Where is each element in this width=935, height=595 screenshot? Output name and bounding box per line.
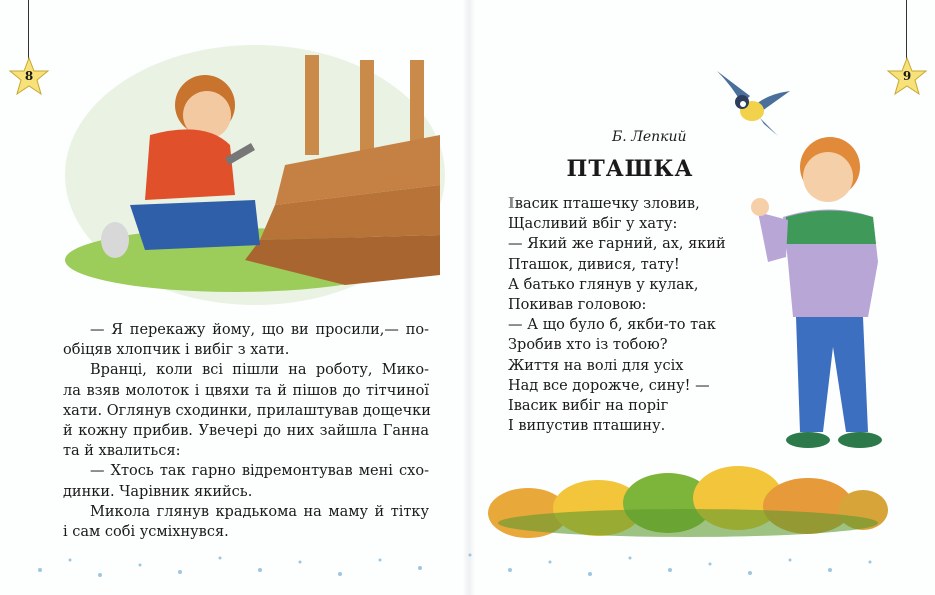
- text-line: динки. Чарівник якийсь.: [63, 483, 253, 500]
- poem-title: ПТАШКА: [566, 156, 694, 182]
- poem-line: — А що було б, якби-то так: [508, 317, 716, 334]
- poem-line: Над все дорожче, сину! —: [508, 377, 710, 394]
- text-line: Микола глянув крадькома на маму й тітку: [90, 503, 429, 520]
- page-number-right: 9: [886, 56, 928, 96]
- bookmark-string: [28, 0, 29, 60]
- poem-text: [508, 194, 726, 436]
- text-line: обіцяв хлопчик і вибіг з хати.: [63, 342, 290, 359]
- poem-line: А батько глянув у кулак,: [508, 276, 699, 293]
- page-number-left: 8: [8, 56, 50, 96]
- poem-line: І випустив пташину.: [508, 418, 666, 435]
- text-line: ла взяв молоток і цвяхи та й пішов до тітчиної: [63, 382, 429, 399]
- bookmark-string: [906, 0, 907, 60]
- poem-line: Івасик вибіг на поріг: [508, 398, 669, 415]
- illustration-bird: [712, 66, 794, 142]
- poem-line: Івасик пташечку зловив,: [508, 195, 700, 212]
- illustration-flower-bushes: [488, 458, 888, 543]
- text-line: та й хвалиться:: [63, 443, 181, 460]
- illustration-boy-hammering: [55, 35, 445, 305]
- snowflake-decoration: [30, 540, 900, 585]
- poem-line: Життя на волі для усіх: [508, 357, 684, 374]
- text-line: — Хтось так гарно відремонтував мені схо-: [90, 463, 429, 480]
- text-line: — Я перекажу йому, що ви просили,— по-: [90, 322, 429, 338]
- text-line: Вранці, коли всі пішли на роботу, Мико-: [90, 362, 429, 379]
- poem-line: Покивав головою:: [508, 297, 647, 314]
- poem-line: — Який же гарний, ах, який: [508, 236, 726, 253]
- poem-author: Б. Лепкий: [612, 129, 687, 145]
- text-line: й кожну прибив. Увечері до них зайшла Ганна: [63, 423, 429, 440]
- poem-line: Пташок, дивися, тату!: [508, 256, 680, 273]
- text-line: і сам собі усміхнувся.: [63, 524, 229, 541]
- book-gutter: [462, 0, 476, 595]
- story-text: [63, 320, 429, 542]
- illustration-boy-standing: [748, 132, 893, 457]
- poem-line: Зробив хто із тобою?: [508, 337, 668, 354]
- text-line: хати. Оглянув сходинки, прилаштував дощечки: [63, 402, 431, 419]
- drop-cap: І: [508, 195, 515, 212]
- poem-line: Щасливий вбіг у хату:: [508, 216, 678, 233]
